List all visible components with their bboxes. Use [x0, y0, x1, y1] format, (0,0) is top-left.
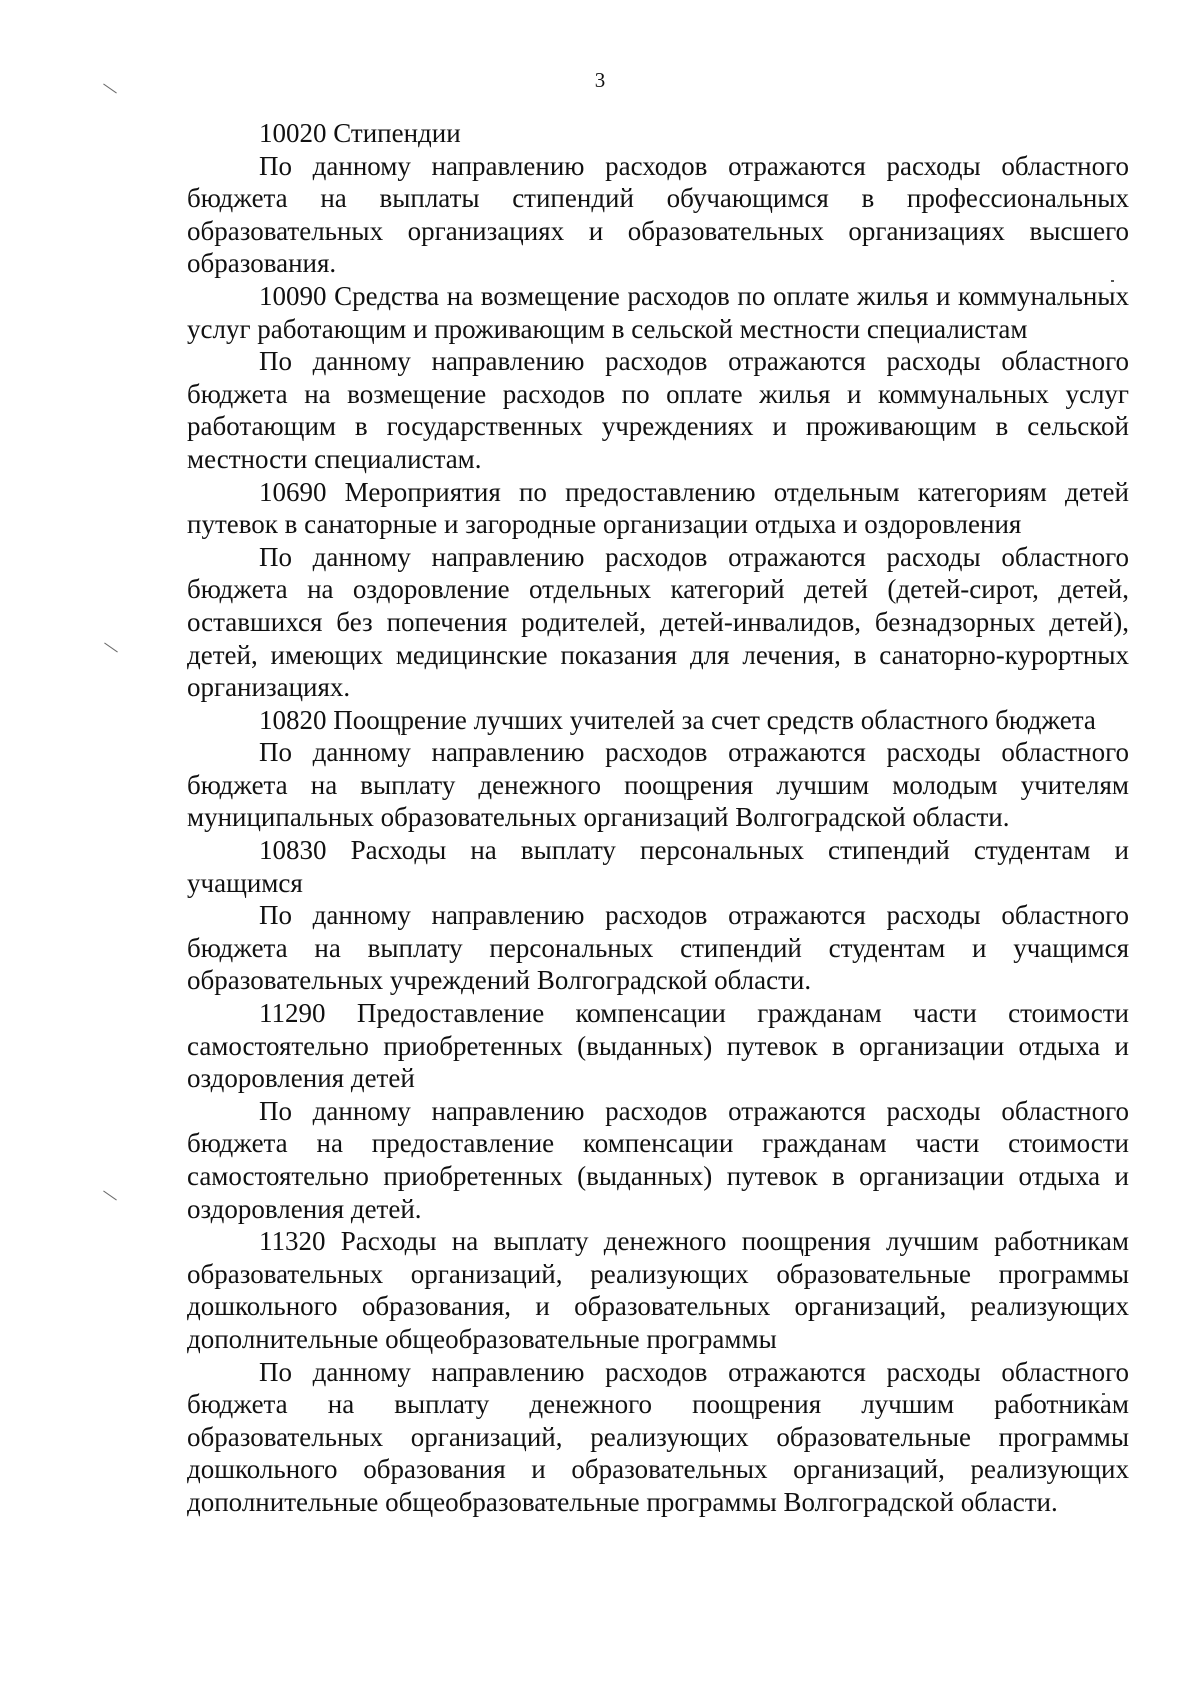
section-heading-10690: 10690 Мероприятия по предоставлению отдельным категориям детей путевок в санаторные и загородные организации отдыха и оздоровления	[187, 476, 1129, 540]
section-heading-10090: 10090 Средства на возмещение расходов по оплате жилья и коммунальных услуг работающим и проживающим в сельской местности специалистам	[187, 280, 1129, 344]
section-description-10690: По данному направлению расходов отражаются расходы областного бюджета на оздоровление отдельных категорий детей (детей-сирот, детей, оставшихся без попечения родителей, детей-инвалидов, безнадзорных детей), детей, имеющих медицинские показания для лечения, в санаторно-курортных организациях.	[187, 541, 1129, 703]
page-number: 3	[594, 68, 606, 92]
section-heading-11290: 11290 Предоставление компенсации гражданам части стоимости самостоятельно приобретенных (выданных) путевок в организации отдыха и оздоровления детей	[187, 998, 1129, 1094]
document-body	[187, 117, 1129, 1519]
scan-artifact-mark	[103, 1191, 117, 1201]
section-heading-10820: 10820 Поощрение лучших учителей за счет средств областного бюджета	[259, 704, 1096, 735]
section-description-10090: По данному направлению расходов отражаются расходы областного бюджета на возмещение расходов по оплате жилья и коммунальных услуг работающим в государственных учреждениях и проживающим в сельской местности специалистам.	[187, 346, 1129, 474]
section-description-10020: По данному направлению расходов отражаются расходы областного бюджета на выплаты стипендий обучающимся в профессиональных образовательных организациях и образовательных организациях высшего образования.	[187, 150, 1129, 279]
scan-artifact-mark	[104, 643, 118, 653]
section-heading-10020: 10020 Стипендии	[259, 118, 461, 148]
section-heading-10830: 10830 Расходы на выплату персональных стипендий студентам и учащимся	[187, 835, 1129, 898]
section-description-10820: По данному направлению расходов отражаются расходы областного бюджета на выплату денежного поощрения лучшим молодым учителям муниципальных образовательных организаций Волгоградской области.	[187, 737, 1129, 833]
section-description-11320: По данному направлению расходов отражаются расходы областного бюджета на выплату денежного поощрения лучшим работникам образовательных организаций, реализующих образовательные программы дошкольного образования и образовательных организаций, реализующих дополнительные общеобразовательные программы Волгоградской области.	[187, 1356, 1129, 1517]
section-heading-11320: 11320 Расходы на выплату денежного поощрения лучшим работникам образовательных организаций, реализующих образовательные программы дошкольного образования, и образовательных организаций, реализующих дополнительные общеобразовательные программы	[187, 1226, 1129, 1354]
section-description-11290: По данному направлению расходов отражаются расходы областного бюджета на предоставление компенсации гражданам части стоимости самостоятельно приобретенных (выданных) путевок в организации отдыха и оздоровления детей.	[187, 1095, 1129, 1224]
section-description-10830: По данному направлению расходов отражаются расходы областного бюджета на выплату персональных стипендий студентам и учащимся образовательных учреждений Волгоградской области.	[187, 900, 1129, 996]
